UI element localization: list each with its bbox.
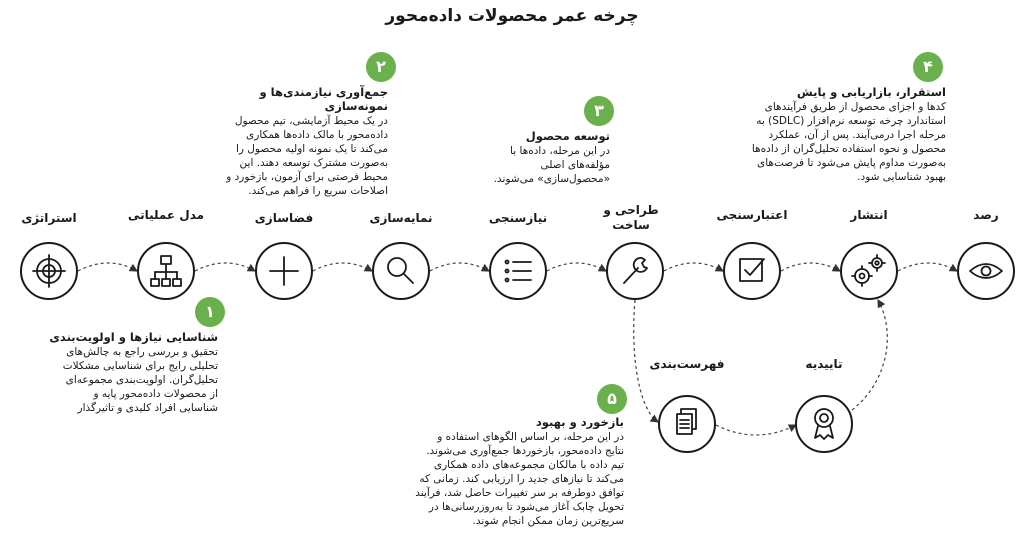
block-line: تحلیلی رایج برای شناسایی مشکلات xyxy=(62,360,218,372)
stage-circle xyxy=(841,243,897,299)
block-line: «محصول‌سازی» می‌شوند. xyxy=(493,173,610,185)
text-block-5 xyxy=(376,415,624,528)
block-line: استاندارد چرخه توسعه نرم‌افزار (SDLC) به xyxy=(756,115,946,127)
connector xyxy=(430,263,489,271)
block-line: داده‌محور با مالک داده‌ها همکاری xyxy=(246,129,388,141)
block-line: توافق دوطرفه بر سر تغییرات حاصل شد، فرآیند xyxy=(415,487,624,499)
block-line: در یک محیط آزمایشی، تیم محصول xyxy=(234,115,388,127)
connector xyxy=(195,263,255,271)
block-line: از محصولات داده‌محور پایه و xyxy=(93,388,218,400)
block-line: به‌صورت مشترک توسعه دهند. این xyxy=(239,157,388,169)
block-line: کدها و اجزای محصول از طریق فرآیندهای xyxy=(764,101,946,113)
sub-stage-label-cataloging: فهرست‌بندی xyxy=(649,357,725,371)
stage-label-monitoring: رصد xyxy=(973,208,999,222)
connector xyxy=(313,263,372,271)
step-badge-2: ۲ xyxy=(366,52,396,82)
block-title: توسعه محصول xyxy=(525,129,610,143)
block-line: تحقیق و بررسی راجع به چالش‌های xyxy=(66,346,218,358)
text-block-1 xyxy=(18,330,218,415)
block-line: می‌کند تا یک نمونه اولیه محصول را xyxy=(235,143,388,155)
block-line: مؤلفه‌های اصلی xyxy=(540,159,610,171)
text-block-3 xyxy=(468,129,610,186)
block-line: می‌کند تا نیازهای جدید را ارزیابی کند. زمانی که xyxy=(419,473,624,485)
block-line: تحویل چابک آغاز می‌شود تا به‌روزرسانی‌ها در xyxy=(428,501,624,513)
block-line: نتایج داده‌محور، بازخوردها جمع‌آوری می‌شوند. xyxy=(426,445,624,457)
sub-stage-label-certification: تاییدیه xyxy=(805,357,843,371)
stage-circle xyxy=(958,243,1014,299)
block-title: استقرار، بازاریابی و پایش xyxy=(796,85,946,99)
block-line: تحلیل‌گران. اولویت‌بندی مجموعه‌ای xyxy=(65,374,218,386)
stage-label-design-build: طراحی و ساخت xyxy=(603,203,659,232)
stage-label-strategy: استراتژی xyxy=(21,211,77,225)
block-title: شناسایی نیازها و اولویت‌بندی xyxy=(49,330,218,344)
stage-circle xyxy=(373,243,429,299)
text-block-2 xyxy=(196,85,388,198)
loop-connector xyxy=(716,425,796,435)
connector xyxy=(664,263,723,271)
step-badge-3: ۳ xyxy=(584,96,614,126)
stage-label-profiling: نمایه‌سازی xyxy=(369,211,433,225)
step-badge-1: ۱ xyxy=(195,297,225,327)
stage-label-validation: اعتبارسنجی xyxy=(716,208,788,222)
stage-label-publish: انتشار xyxy=(850,208,888,222)
block-line: محیط فرصتی برای آزمون، بازخورد و xyxy=(226,171,388,183)
stage-label-space-building: فضاسازی xyxy=(254,211,314,225)
sub-stage-circle xyxy=(796,396,852,452)
block-line: سریع‌ترین زمان ممکن انجام شوند. xyxy=(472,515,624,527)
block-line: اصلاحات سریع را فراهم می‌کند. xyxy=(248,185,388,197)
block-line: در این مرحله، بر اساس الگوهای استفاده و xyxy=(437,431,624,443)
connector xyxy=(781,263,840,271)
block-line: تیم داده با مالکان مجموعه‌های داده همکاری xyxy=(433,459,624,471)
block-line: در این مرحله، داده‌ها با xyxy=(510,145,610,157)
stage-circle xyxy=(724,243,780,299)
stage-label-needs-assessment: نیازسنجی xyxy=(488,211,548,225)
connector xyxy=(898,263,957,271)
step-badge-4: ۴ xyxy=(913,52,943,82)
stage-label-operating-model: مدل عملیاتی xyxy=(127,208,205,222)
block-title: بازخورد و بهبود xyxy=(535,415,624,429)
loop-connector xyxy=(852,300,887,410)
text-block-4 xyxy=(688,85,946,184)
block-line: بهبود شناسایی شود. xyxy=(857,171,946,183)
block-line: مرحله اجرا درمی‌آیند. پس از آن، عملکرد xyxy=(768,129,946,141)
block-title: جمع‌آوری نیازمندی‌ها و نمونه‌سازی xyxy=(259,85,388,113)
step-badge-5: ۵ xyxy=(597,384,627,414)
block-line: شناسایی افراد کلیدی و تاثیرگذار xyxy=(77,402,218,414)
block-line: به‌صورت مداوم پایش می‌شود تا فرصت‌های xyxy=(757,157,946,169)
block-line: محصول و نحوه استفاده تحلیل‌گران از داده‌ها xyxy=(751,143,946,155)
diagram-title: چرخه عمر محصولات داده‌محور xyxy=(385,6,639,26)
connector xyxy=(547,263,606,271)
connector xyxy=(78,263,137,271)
